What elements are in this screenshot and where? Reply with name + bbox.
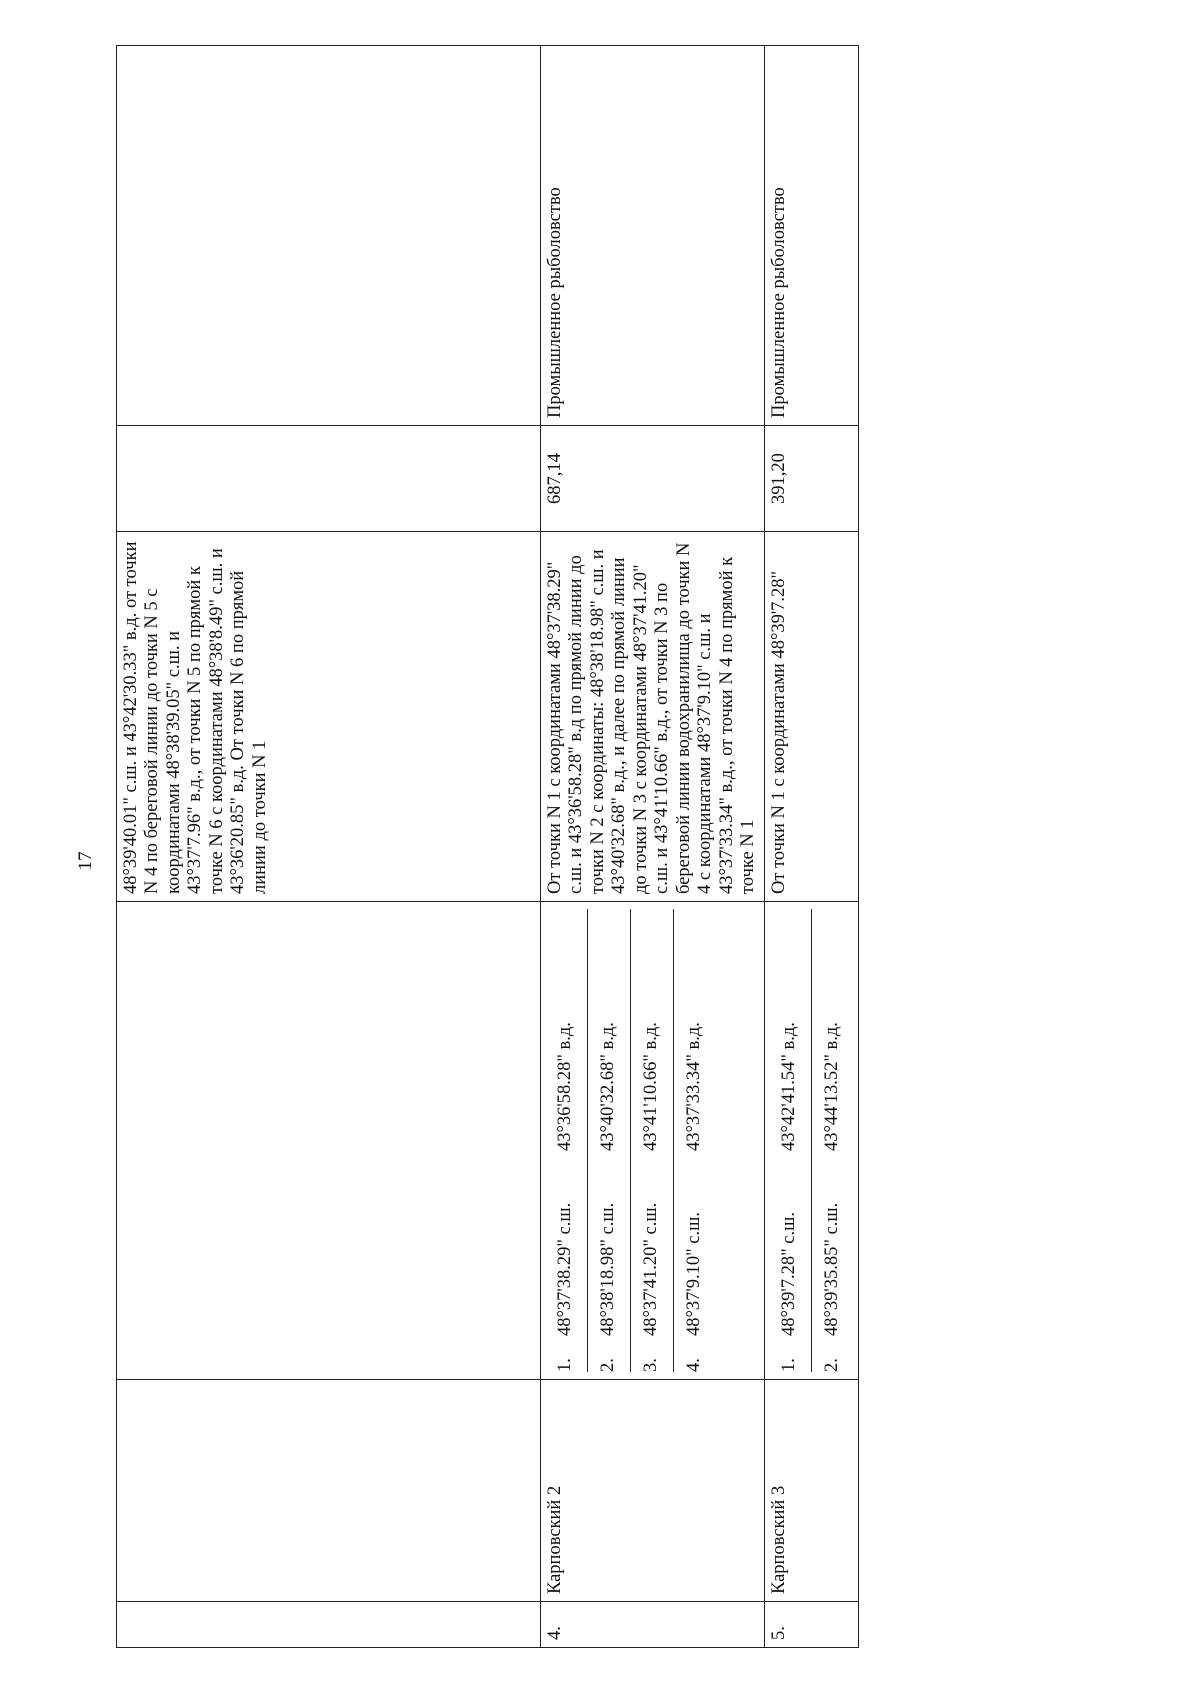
point-number: 3. — [641, 1358, 662, 1372]
coordinates-cell — [764, 902, 858, 1380]
row-number — [117, 1602, 541, 1648]
point-number: 1. — [778, 1358, 799, 1372]
point-number: 2. — [598, 1358, 619, 1372]
point-number: 2. — [821, 1358, 842, 1372]
coordinate-point — [631, 909, 674, 1372]
usage-type: Промышленное рыболовство — [541, 46, 765, 426]
boundary-description: От точки N 1 с координатами 48°39'7.28" — [764, 532, 858, 902]
coordinates-cell — [117, 902, 541, 1380]
area-name: Карповский 2 — [541, 1380, 765, 1602]
row-number: 4. — [541, 1602, 765, 1648]
rotated-table-container — [116, 46, 1060, 1648]
table-row — [764, 46, 858, 1648]
usage-type: Промышленное рыболовство — [764, 46, 858, 426]
area-size: 391,20 — [764, 426, 858, 532]
point-latitude: 48°39'7.28" с.ш. — [778, 1212, 799, 1336]
boundary-description: От точки N 1 с координатами 48°37'38.29" с.ш. и 43°36'58.28" в.д по прямой линии до точки N 2 с координаты: 48°38'18.98" с.ш. и 43°40'32.68" в.д., и далее по прямой линии до точки N 3 с координатами 48°37'41.20" с.ш. и 43°41'10.66" в.д., от точки N 3 по береговой линии водохранилища до точки N 4 с координатами 48°37'9.10" с.ш. и 43°37'33.34" в.д., от точки N 4 по прямой к точке N 1 — [541, 532, 765, 902]
coordinate-point — [588, 909, 631, 1372]
point-latitude: 48°39'35.85" с.ш. — [821, 1202, 842, 1336]
point-longitude: 43°37'33.34" в.д. — [684, 1022, 705, 1151]
point-number: 1. — [555, 1358, 576, 1372]
coordinates-cell — [541, 902, 765, 1380]
point-longitude: 43°44'13.52" в.д. — [821, 1022, 842, 1151]
area-name: Карповский 3 — [764, 1380, 858, 1602]
point-longitude: 43°41'10.66" в.д. — [641, 1022, 662, 1151]
point-longitude: 43°42'41.54" в.д. — [778, 1022, 799, 1151]
point-latitude: 48°37'9.10" с.ш. — [684, 1212, 705, 1336]
fishing-areas-table — [116, 45, 859, 1648]
point-longitude: 43°36'58.28" в.д. — [555, 1022, 576, 1151]
area-name — [117, 1380, 541, 1602]
area-size: 687,14 — [541, 426, 765, 532]
area-size — [117, 426, 541, 532]
point-longitude: 43°40'32.68" в.д. — [598, 1022, 619, 1151]
coordinate-point — [769, 909, 812, 1372]
coordinate-point — [545, 909, 588, 1372]
point-latitude: 48°37'41.20" с.ш. — [641, 1202, 662, 1336]
coordinate-point — [812, 909, 854, 1372]
boundary-description: 48°39'40.01" с.ш. и 43°42'30.33" в.д. от точки N 4 по береговой линии до точки N 5 с координатами 48°38'39.05" с.ш. и 43°37'7.96" в.д., от точки N 5 по прямой к точке N 6 с координатами 48°38'8.49" с.ш. и 43°36'20.85" в.д. От точки N 6 по прямой линии до точки N 1 — [117, 532, 541, 902]
coordinate-point — [674, 909, 716, 1372]
page-number: 17 — [75, 851, 96, 871]
point-number: 4. — [684, 1358, 705, 1372]
point-latitude: 48°37'38.29" с.ш. — [555, 1202, 576, 1336]
row-number: 5. — [764, 1602, 858, 1648]
usage-type — [117, 46, 541, 426]
point-latitude: 48°38'18.98" с.ш. — [598, 1202, 619, 1336]
table-row — [117, 46, 541, 1648]
table-row — [541, 46, 765, 1648]
